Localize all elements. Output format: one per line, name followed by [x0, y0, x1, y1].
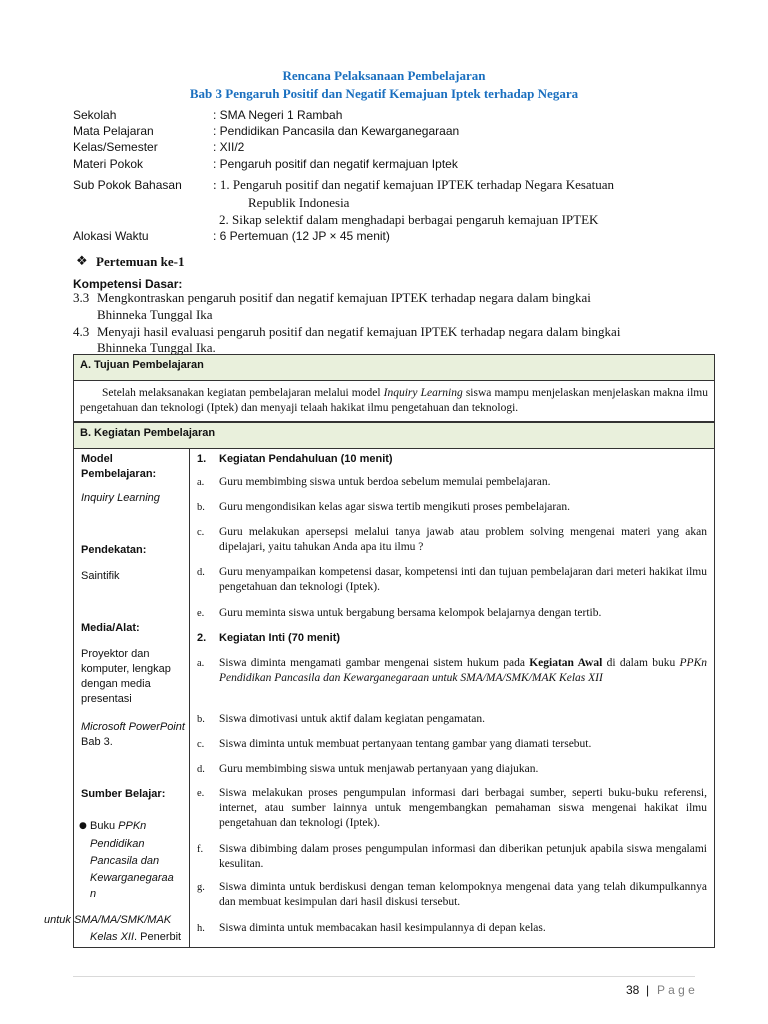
- list-item: [197, 712, 707, 727]
- column-divider: [189, 449, 190, 947]
- list-letter: e.: [197, 788, 205, 799]
- sumber-penerbit: . Penerbit: [134, 931, 182, 943]
- list-item: [197, 762, 707, 777]
- alokasi-label: Alokasi Waktu: [73, 229, 149, 243]
- tujuan-text: [74, 381, 714, 416]
- sumber-line: Kewarganegaraa: [90, 872, 174, 884]
- sub-pokok-label: Sub Pokok Bahasan: [73, 178, 182, 192]
- identity-value: : SMA Negeri 1 Rambah: [213, 108, 343, 122]
- identity-label: Sekolah: [73, 108, 117, 122]
- list-letter: e.: [197, 608, 205, 619]
- list-letter: f.: [197, 844, 204, 855]
- list-item: [197, 475, 707, 490]
- list-letter: c.: [197, 527, 205, 538]
- list-text: [219, 656, 707, 686]
- list-letter: b.: [197, 714, 205, 725]
- list-letter: d.: [197, 567, 205, 578]
- media-software: [81, 720, 185, 750]
- section-title: Kegiatan Pendahuluan (10 menit): [219, 453, 393, 465]
- alokasi-value: : 6 Pertemuan (12 JP × 45 menit): [213, 229, 390, 243]
- list-item: [197, 880, 707, 910]
- kegiatan-heading: B. Kegiatan Pembelajaran: [74, 423, 714, 449]
- tujuan-text-part: siswa mampu menjelaskan menjelaskan makna ilmu pengetahuan dan teknologi (Iptek) dan menyaji telaah hakikat ilmu pengetahuan dan teknologi.: [80, 387, 709, 414]
- sumber-kelas: [90, 930, 181, 945]
- sumber-ppkn: PPKn: [118, 820, 147, 832]
- diamond-bullet-icon: ❖: [76, 254, 88, 269]
- list-letter: a.: [197, 477, 205, 488]
- list-item: [197, 565, 707, 595]
- tujuan-text-model: Inquiry Learning: [383, 387, 463, 399]
- tujuan-text-part: Setelah melaksanakan kegiatan pembelajaran melalui model: [102, 387, 384, 399]
- list-letter: h.: [197, 923, 205, 934]
- pendekatan-value: Saintifik: [81, 570, 120, 582]
- list-text: Guru menyampaikan kompetensi dasar, kompetensi inti dan tujuan pembelajaran dari meteri hakikat ilmu pengetahuan dan teknologi (Iptek).: [219, 566, 707, 593]
- sumber-buku-word: Buku: [90, 820, 119, 832]
- list-item: [197, 656, 707, 686]
- sumber-untuk: untuk SMA/MA/SMK/MAK: [44, 914, 172, 926]
- list-text-bold: Kegiatan Awal: [529, 657, 603, 669]
- list-text: Siswa dimotivasi untuk aktif dalam kegiatan pengamatan.: [219, 713, 486, 725]
- list-text: Guru membimbing siswa untuk menjawab pertanyaan yang diajukan.: [219, 763, 539, 775]
- pertemuan-heading: Pertemuan ke-1: [96, 254, 185, 269]
- list-letter: d.: [197, 764, 205, 775]
- identity-value: : Pengaruh positif dan negatif kermajuan Iptek: [213, 157, 458, 171]
- kd-text-cont: Bhinneka Tunggal Ika: [97, 307, 213, 322]
- sumber-line: n: [90, 888, 97, 900]
- section-title: Kegiatan Inti (70 menit): [219, 632, 341, 644]
- list-letter: b.: [197, 502, 205, 513]
- list-text-book: PPKn Pendidikan Pancasila dan Kewarganegaraan untuk SMA/MA/SMK/MAK Kelas XII: [219, 657, 707, 684]
- footer-rule: [73, 976, 695, 977]
- identity-value: : Pendidikan Pancasila dan Kewarganegaraan: [213, 124, 460, 138]
- tujuan-box: [73, 354, 715, 422]
- media-software-rest: Bab 3.: [81, 736, 113, 748]
- tujuan-heading: A. Tujuan Pembelajaran: [74, 355, 714, 381]
- list-letter: a.: [197, 658, 205, 669]
- sumber-line: Pancasila dan: [90, 855, 160, 867]
- pendekatan-label: Pendekatan:: [81, 544, 147, 556]
- identity-label: Mata Pelajaran: [73, 124, 154, 138]
- document-title: Rencana Pelaksanaan Pembelajaran: [282, 68, 486, 83]
- kd-text: Mengkontraskan pengaruh positif dan negatif kemajuan IPTEK terhadap negara dalam bingkai: [97, 290, 591, 305]
- kd-text-cont: Bhinneka Tunggal Ika.: [97, 340, 216, 355]
- sub-pokok-line2: Republik Indonesia: [248, 195, 350, 210]
- list-text: Guru meminta siswa untuk bergabung bersama kelompok belajarnya dengan tertib.: [219, 607, 602, 619]
- document-subtitle: Bab 3 Pengaruh Positif dan Negatif Kemajuan Iptek terhadap Negara: [189, 86, 579, 101]
- list-text: Guru membimbing siswa untuk berdoa sebelum memulai pembelajaran.: [219, 476, 551, 488]
- sub-pokok-line1: : 1. Pengaruh positif dan negatif kemajuan IPTEK terhadap Negara Kesatuan: [213, 177, 615, 192]
- kompetensi-heading: Kompetensi Dasar:: [73, 277, 183, 291]
- bullet-dot-icon: ●: [79, 821, 87, 831]
- media-value: Proyektor dan komputer, lengkap dengan media presentasi: [81, 648, 171, 705]
- kd-number: 3.3: [73, 290, 90, 305]
- list-text: Siswa diminta untuk membacakan hasil kesimpulannya di depan kelas.: [219, 922, 546, 934]
- list-item: [197, 921, 707, 936]
- page-label: P a g e: [657, 983, 695, 997]
- kd-number: 4.3: [73, 324, 90, 339]
- footer-separator: |: [646, 983, 650, 997]
- identity-label: Kelas/Semester: [73, 140, 158, 154]
- list-letter: c.: [197, 739, 205, 750]
- list-text: Siswa diminta untuk berdiskusi dengan teman kelompoknya mengenai data yang telah dikumpulkannya dan membuat kesimpulan dari hasil diskusi tersebut.: [219, 881, 707, 908]
- section-number: 2.: [197, 632, 207, 644]
- inti-heading: [197, 631, 707, 646]
- sumber-kelas-name: Kelas XII: [90, 931, 135, 943]
- sumber-label: Sumber Belajar:: [81, 788, 166, 800]
- list-text: Siswa melakukan proses pengumpulan informasi dari berbagai sumber, seperti buku-buku referensi, internet, atau sumber lainnya untuk mengembangkan pemahaman siswa mengenai hakikat ilmu pengetahuan dan teknologi (Iptek).: [219, 787, 707, 829]
- model-label: Model Pembelajaran:: [81, 453, 157, 480]
- list-text-part: Siswa diminta mengamati gambar mengenai sistem hukum pada: [219, 657, 530, 669]
- identity-value: : XII/2: [213, 140, 245, 154]
- list-text: Siswa diminta untuk membuat pertanyaan tentang gambar yang diamati tersebut.: [219, 738, 592, 750]
- section-number: 1.: [197, 453, 207, 465]
- identity-label: Materi Pokok: [73, 157, 144, 171]
- page-number: 38: [626, 983, 640, 997]
- list-letter: g.: [197, 882, 205, 893]
- pendahuluan-heading: [197, 452, 707, 467]
- model-value: Inquiry Learning: [81, 492, 160, 504]
- media-software-name: Microsoft PowerPoint: [81, 721, 185, 733]
- media-label: Media/Alat:: [81, 622, 140, 634]
- list-text: Siswa dibimbing dalam proses pengumpulan informasi dan diberikan petunjuk apabila siswa mengalami kesulitan.: [219, 843, 707, 870]
- list-item: [197, 786, 707, 831]
- list-text-part: di dalam buku: [602, 657, 680, 669]
- list-item: [197, 525, 707, 555]
- list-item: [197, 737, 707, 752]
- kd-text: Menyaji hasil evaluasi pengaruh positif dan negatif kemajuan IPTEK terhadap negara dalam bingkai: [97, 324, 621, 339]
- list-text: Guru mengondisikan kelas agar siswa tertib mengikuti proses pembelajaran.: [219, 501, 570, 513]
- list-item: [197, 842, 707, 872]
- sub-pokok-line3: 2. Sikap selektif dalam menghadapi berbagai pengaruh kemajuan IPTEK: [219, 212, 599, 227]
- sumber-buku: [90, 819, 146, 834]
- list-item: [197, 606, 707, 621]
- list-item: [197, 500, 707, 515]
- list-text: Guru melakukan apersepsi melalui tanya jawab atau problem solving mengenai materi yang akan dipelajari, yaitu tahukan Anda apa itu ilmu ?: [219, 526, 707, 553]
- sumber-line: Pendidikan: [90, 838, 145, 850]
